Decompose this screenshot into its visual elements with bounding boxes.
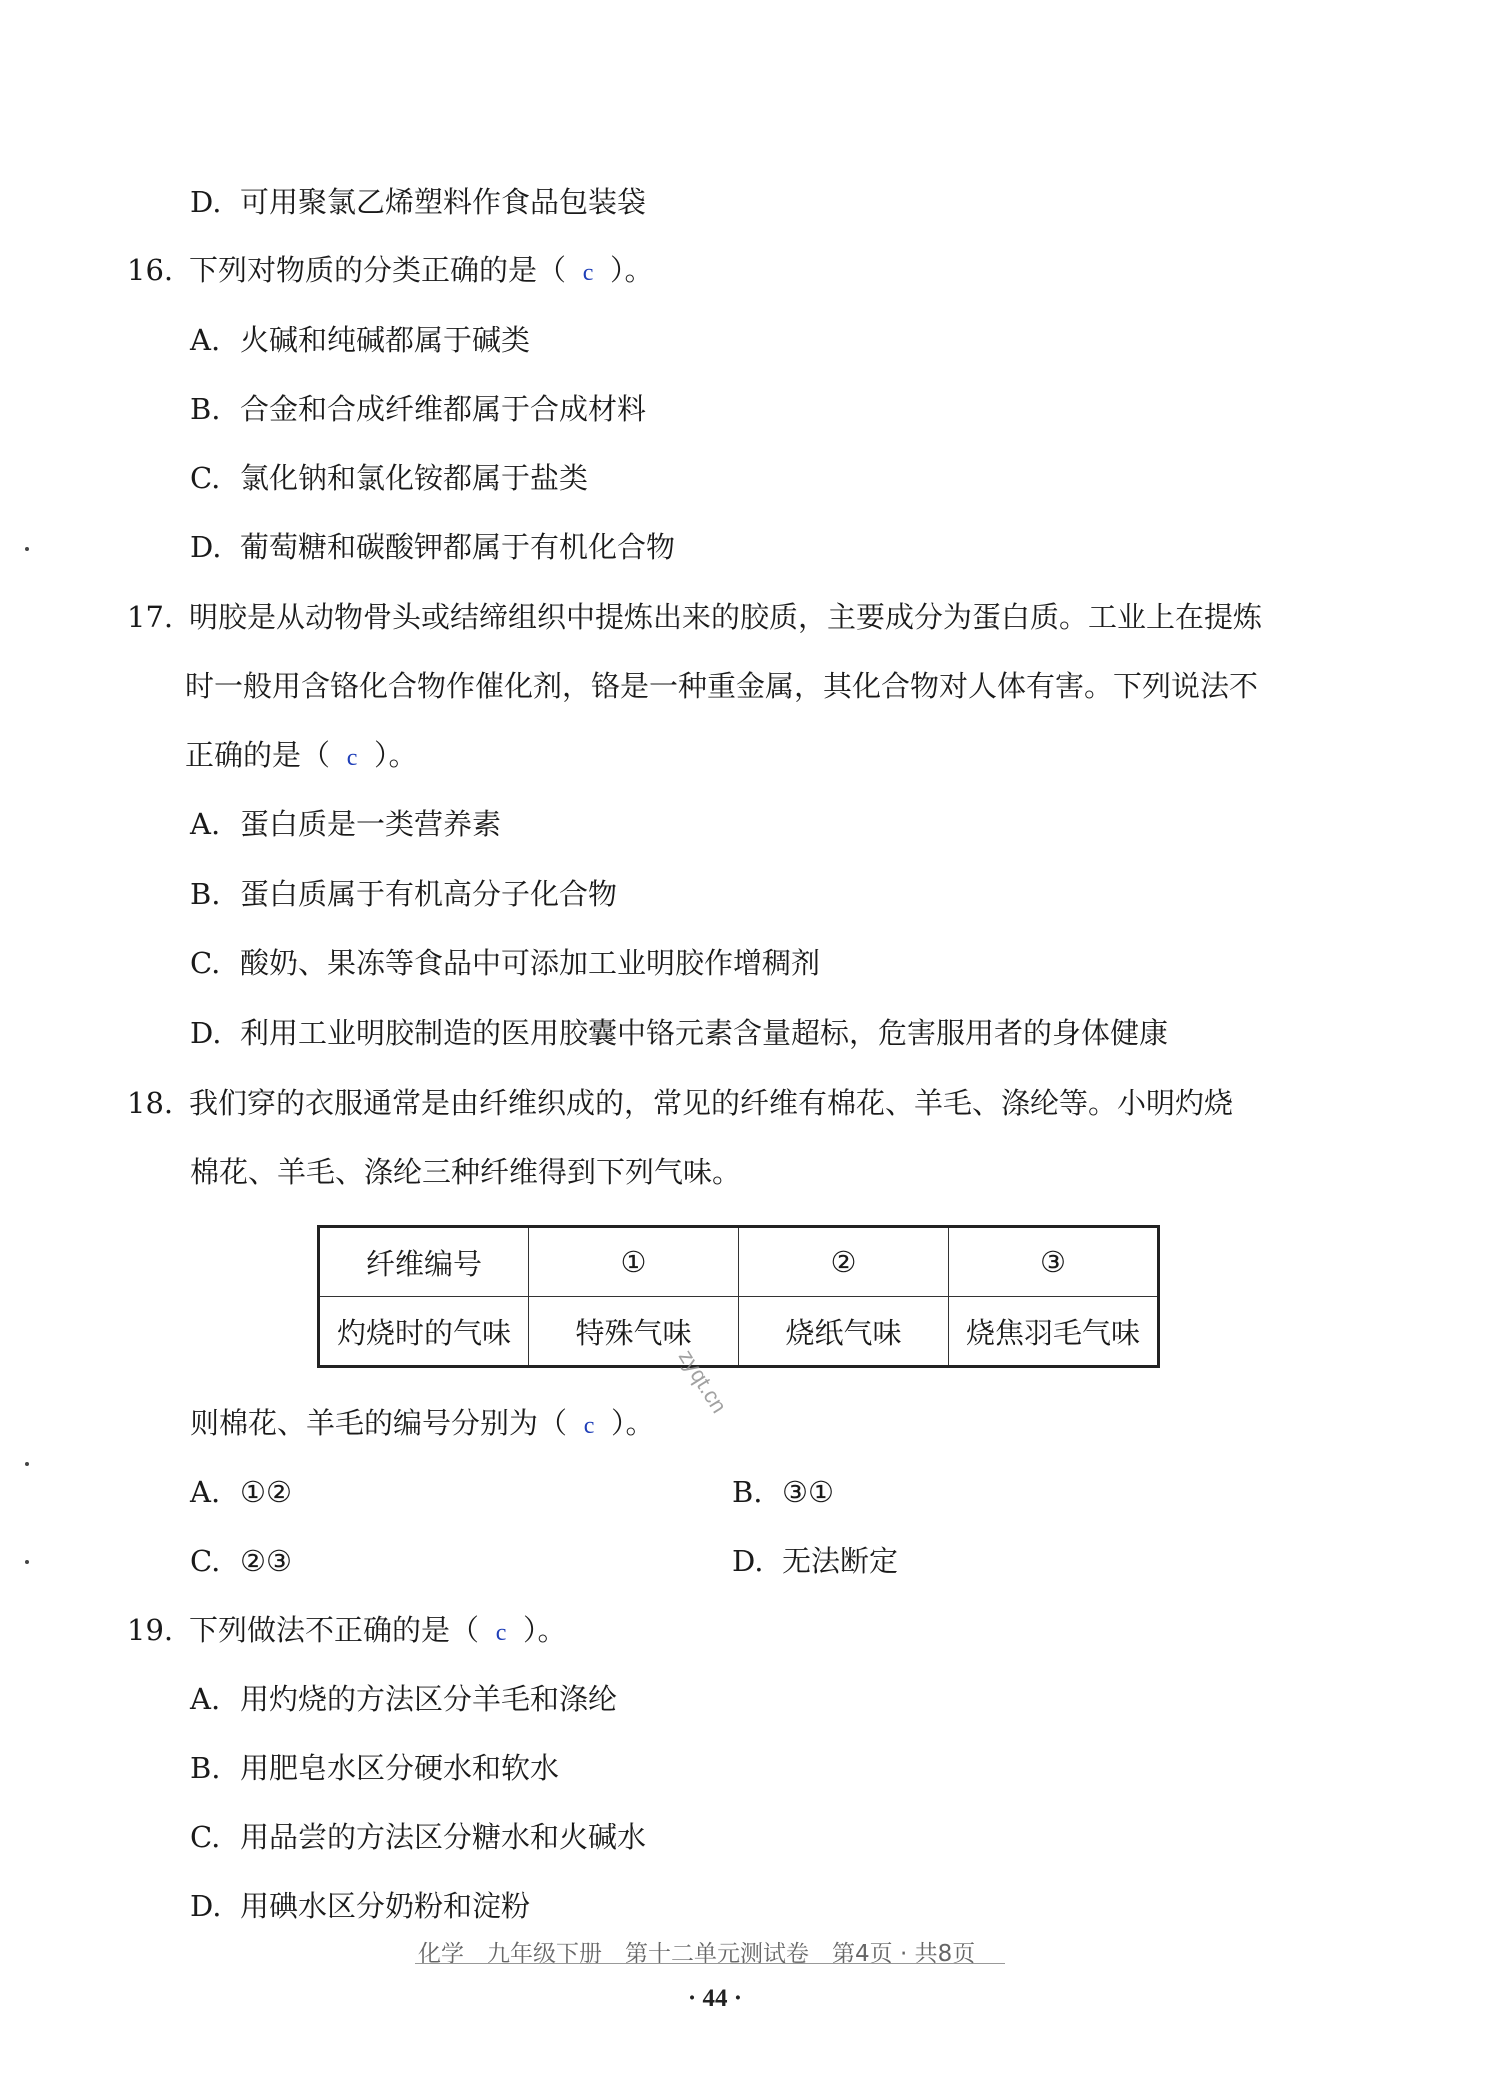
q16-option-b (190, 389, 646, 429)
option-letter: B. (190, 1751, 221, 1785)
answer-mark: c (495, 1620, 507, 1646)
q19-option-c (190, 1817, 646, 1857)
q17-option-b (190, 874, 617, 914)
fiber-odor-table (317, 1225, 1160, 1368)
table-row (319, 1297, 1159, 1367)
q16-option-d (190, 527, 675, 567)
q17-option-d (190, 1013, 1168, 1053)
table-header-cell: 纤维编号 (319, 1227, 529, 1297)
footer-divider (415, 1963, 1005, 1964)
q16-option-c (190, 458, 588, 498)
option-letter: B. (732, 1475, 763, 1509)
option-letter: A. (190, 1682, 221, 1716)
stem-text: 下列对物质的分类正确的是（ (189, 253, 567, 287)
option-letter: C. (190, 461, 221, 495)
option-text: 蛋白质是一类营养素 (240, 807, 502, 841)
option-text: 用碘水区分奶粉和淀粉 (240, 1889, 531, 1923)
stem-text-end: ）。 (523, 1613, 567, 1647)
stem-text: 我们穿的衣服通常是由纤维织成的，常见的纤维有棉花、羊毛、涤纶等。小明灼烧 (189, 1086, 1234, 1120)
stem-text-end: ）。 (610, 253, 654, 287)
scan-speck (25, 547, 29, 551)
option-text: 利用工业明胶制造的医用胶囊中铬元素含量超标，危害服用者的身体健康 (240, 1016, 1169, 1050)
scan-speck (25, 1560, 29, 1564)
answer-mark: c (583, 1413, 595, 1439)
option-text: 合金和合成纤维都属于合成材料 (240, 392, 647, 426)
option-letter: C. (190, 1820, 221, 1854)
table-row (319, 1227, 1159, 1297)
option-letter: A. (190, 323, 221, 357)
question-number: 16. (127, 253, 174, 287)
option-letter: A. (190, 1475, 221, 1509)
q18-option-a (190, 1472, 292, 1512)
q17-option-a (190, 804, 501, 844)
option-text: ②③ (240, 1544, 292, 1578)
table-cell: ① (529, 1227, 739, 1297)
option-text: 蛋白质属于有机高分子化合物 (240, 877, 618, 911)
q19-option-a (190, 1679, 617, 1719)
question-17-stem-line2: 时一般用含铬化合物作催化剂，铬是一种重金属，其化合物对人体有害。下列说法不 (185, 669, 1259, 703)
option-text: 用肥皂水区分硬水和软水 (240, 1751, 560, 1785)
answer-mark: c (346, 745, 358, 771)
option-text: 葡萄糖和碳酸钾都属于有机化合物 (240, 530, 676, 564)
option-text: 氯化钠和氯化铵都属于盐类 (240, 461, 589, 495)
table-cell: ③ (949, 1227, 1159, 1297)
stem-text-end: ）。 (611, 1406, 655, 1440)
question-number: 17. (127, 600, 174, 634)
q18-option-b (732, 1472, 834, 1512)
stem-text-end: ）。 (374, 738, 418, 772)
q19-option-d (190, 1886, 530, 1926)
option-letter: D. (190, 1016, 222, 1050)
option-letter: B. (190, 877, 221, 911)
stem-text: 下列做法不正确的是（ (189, 1613, 480, 1647)
option-letter: C. (190, 1544, 221, 1578)
option-text: ①② (240, 1475, 292, 1509)
watermark: zyqt.cn (673, 1345, 732, 1418)
question-18-followup (190, 1403, 655, 1446)
page-number: · 44 · (687, 1985, 743, 2012)
table-cell: 烧焦羽毛气味 (949, 1297, 1159, 1367)
table-header-cell: 灼烧时的气味 (319, 1297, 529, 1367)
option-letter: D. (732, 1544, 764, 1578)
table-cell: ② (739, 1227, 949, 1297)
stem-text: 明胶是从动物骨头或结缔组织中提炼出来的胶质，主要成分为蛋白质。工业上在提炼 (189, 600, 1263, 634)
question-17-stem-line3 (185, 735, 418, 778)
q19-option-b (190, 1748, 559, 1788)
question-18-stem-line1 (127, 1083, 1233, 1123)
option-text: 无法断定 (782, 1544, 899, 1578)
table-cell: 特殊气味 (529, 1297, 739, 1367)
option-letter: A. (190, 807, 221, 841)
q15-option-d (190, 182, 646, 222)
question-16-stem (127, 250, 654, 293)
page-footer: 化学 九年级下册 第十二单元测试卷 第4页 · 共8页 (418, 1941, 976, 1967)
option-letter: D. (190, 1889, 222, 1923)
q17-option-c (190, 943, 820, 983)
option-text: 可用聚氯乙烯塑料作食品包装袋 (240, 185, 647, 219)
answer-mark: c (582, 260, 594, 286)
option-text: 用品尝的方法区分糖水和火碱水 (240, 1820, 647, 1854)
stem-text: 则棉花、羊毛的编号分别为（ (190, 1406, 568, 1440)
table-cell: 烧纸气味 (739, 1297, 949, 1367)
option-text: 酸奶、果冻等食品中可添加工业明胶作增稠剂 (240, 946, 821, 980)
option-letter: B. (190, 392, 221, 426)
question-17-stem-line1 (127, 597, 1262, 637)
option-text: 用灼烧的方法区分羊毛和涤纶 (240, 1682, 618, 1716)
q18-option-d (732, 1541, 898, 1581)
question-18-stem-line2: 棉花、羊毛、涤纶三种纤维得到下列气味。 (190, 1155, 742, 1189)
option-text: ③① (782, 1475, 834, 1509)
question-19-stem (127, 1610, 567, 1653)
option-letter: C. (190, 946, 221, 980)
question-number: 19. (127, 1613, 174, 1647)
question-number: 18. (127, 1086, 174, 1120)
q18-option-c (190, 1541, 292, 1581)
option-text: 火碱和纯碱都属于碱类 (240, 323, 531, 357)
option-letter: D. (190, 185, 222, 219)
stem-text: 正确的是（ (185, 738, 331, 772)
q16-option-a (190, 320, 530, 360)
option-letter: D. (190, 530, 222, 564)
scan-speck (25, 1462, 29, 1466)
